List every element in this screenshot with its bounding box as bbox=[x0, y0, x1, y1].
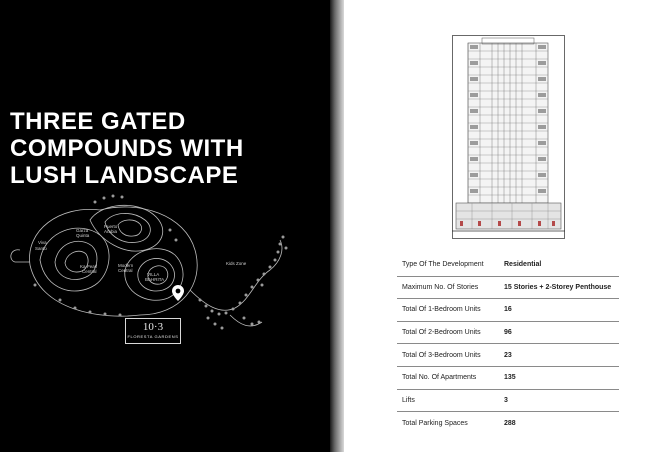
logo-mark: 10·3 bbox=[142, 321, 164, 333]
spec-row bbox=[397, 254, 619, 277]
development-specs-table bbox=[397, 254, 619, 435]
headline-line-1: THREE GATED bbox=[10, 108, 186, 135]
map-label-ka-pearl: Ka Pearl bbox=[80, 264, 98, 269]
spec-label: Maximum No. Of Stories bbox=[402, 283, 479, 291]
compound-left-outline bbox=[40, 228, 109, 291]
map-label-santo: Santo bbox=[35, 246, 47, 251]
headline-line-3: LUSH LANDSCAPE bbox=[10, 162, 239, 189]
map-label-garza: Garza bbox=[76, 228, 89, 233]
spec-label: Total Of 2-Bedroom Units bbox=[402, 329, 481, 337]
spec-label: Type Of The Development bbox=[402, 261, 484, 269]
map-label-puerto: Puerto bbox=[104, 224, 118, 229]
spec-label: Total No. Of Apartments bbox=[402, 374, 477, 382]
spec-row bbox=[397, 344, 619, 367]
page-gutter bbox=[330, 0, 344, 452]
map-label-bahrita: BAHRITA bbox=[145, 277, 165, 282]
location-pin-icon bbox=[172, 285, 184, 301]
map-label-villa: VILLA bbox=[147, 272, 160, 277]
spec-row bbox=[397, 390, 619, 413]
spec-value: Residential bbox=[504, 261, 542, 269]
spec-row bbox=[397, 299, 619, 322]
spec-label: Total Of 1-Bedroom Units bbox=[402, 306, 481, 314]
spec-label: Lifts bbox=[402, 396, 415, 404]
spec-value: 3 bbox=[504, 396, 508, 404]
spec-value: 96 bbox=[504, 329, 512, 337]
headline-line-2: COMPOUNDS WITH bbox=[10, 135, 244, 162]
spec-value: 16 bbox=[504, 306, 512, 314]
spec-value: 135 bbox=[504, 374, 516, 382]
spec-label: Total Of 3-Bedroom Units bbox=[402, 351, 481, 359]
spec-label: Total Parking Spaces bbox=[402, 419, 468, 427]
map-label-viva: Viva bbox=[38, 240, 47, 245]
compound-upper-outline bbox=[90, 205, 163, 251]
spec-value: 15 Stories + 2-Storey Penthouse bbox=[504, 283, 612, 291]
headline bbox=[10, 108, 320, 189]
map-label-arabia: Arabia bbox=[104, 229, 118, 234]
spec-row bbox=[397, 367, 619, 390]
spec-value: 288 bbox=[504, 419, 516, 427]
spec-value: 23 bbox=[504, 351, 512, 359]
spec-row bbox=[397, 277, 619, 300]
project-logo bbox=[125, 318, 181, 344]
spec-row bbox=[397, 412, 619, 435]
map-label-quinta: Quinta bbox=[76, 233, 90, 238]
map-label-kids-zone: Kids Zone bbox=[226, 261, 247, 266]
map-label-central-2: Central bbox=[118, 268, 133, 273]
map-label-modern: Modern bbox=[118, 263, 134, 268]
building-elevation-drawing bbox=[452, 35, 565, 239]
map-label-central: Central bbox=[82, 269, 97, 274]
spec-row bbox=[397, 322, 619, 345]
logo-name: FLORESTA GARDENS bbox=[127, 334, 179, 339]
left-page bbox=[0, 0, 330, 452]
